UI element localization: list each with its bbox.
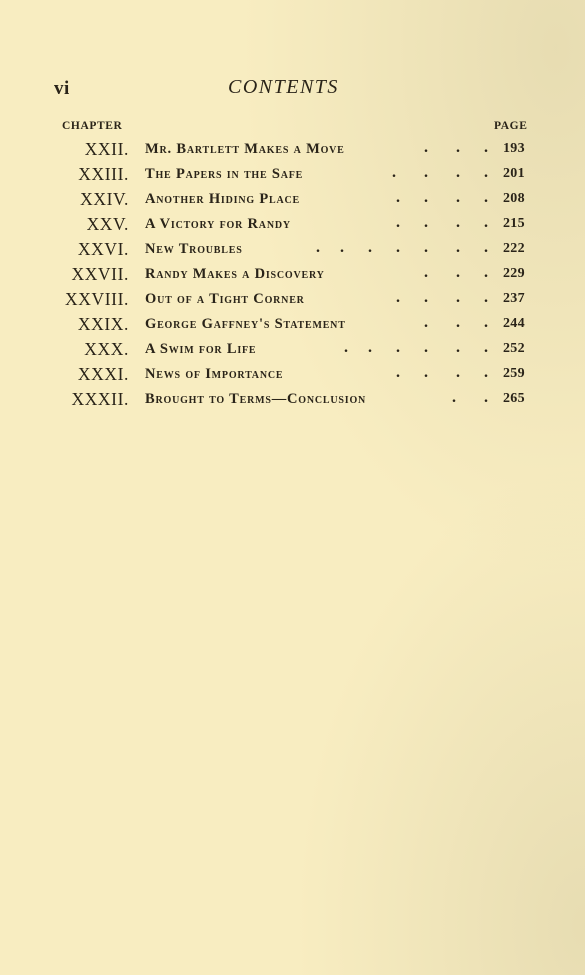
page-number: 193 bbox=[503, 141, 525, 156]
dot-leaders: . . . bbox=[424, 139, 488, 156]
chapter-number: XXVII. bbox=[71, 264, 129, 284]
chapter-title: The Papers in the Safe bbox=[145, 166, 304, 182]
toc-row bbox=[0, 337, 585, 362]
chapter-title: Randy Makes a Discovery bbox=[145, 266, 325, 282]
dot-leaders: . . . bbox=[424, 264, 488, 281]
running-head: CONTENTS bbox=[228, 76, 339, 98]
chapter-number: XXVIII. bbox=[65, 289, 129, 309]
chapter-title: New Troubles bbox=[145, 241, 243, 257]
dot-leaders: . . . . . . . bbox=[316, 239, 488, 256]
dot-leaders: . . . . bbox=[396, 214, 488, 231]
chapter-title: Mr. Bartlett Makes a Move bbox=[145, 141, 345, 157]
toc-row bbox=[0, 237, 585, 262]
chapter-column-heading: CHAPTER bbox=[62, 120, 123, 132]
dot-leaders: . . . . bbox=[396, 189, 488, 206]
chapter-number: XXV. bbox=[86, 214, 129, 234]
chapter-number: XXII. bbox=[84, 139, 129, 159]
page-number: 237 bbox=[503, 291, 525, 306]
chapter-number: XXXI. bbox=[77, 364, 129, 384]
page-number: 252 bbox=[503, 341, 525, 356]
dot-leaders: . . bbox=[452, 389, 488, 406]
page-number: 215 bbox=[503, 216, 525, 231]
page-column-heading: PAGE bbox=[494, 120, 528, 132]
toc-row bbox=[0, 137, 585, 162]
chapter-title: Out of a Tight Corner bbox=[145, 291, 305, 307]
chapter-number: XXIX. bbox=[77, 314, 129, 334]
toc-row bbox=[0, 212, 585, 237]
toc-row bbox=[0, 362, 585, 387]
toc-row bbox=[0, 312, 585, 337]
chapter-title: Brought to Terms—Conclusion bbox=[145, 391, 367, 407]
chapter-title: A Victory for Randy bbox=[145, 216, 291, 232]
page-number: 244 bbox=[503, 316, 525, 331]
chapter-number: XXXII. bbox=[71, 389, 129, 409]
chapter-number: XXVI. bbox=[77, 239, 129, 259]
chapter-title: News of Importance bbox=[145, 366, 284, 382]
toc-row bbox=[0, 187, 585, 212]
chapter-title: Another Hiding Place bbox=[145, 191, 300, 207]
chapter-title: A Swim for Life bbox=[145, 341, 257, 357]
dot-leaders: . . . . bbox=[396, 289, 488, 306]
page-folio: vi bbox=[54, 78, 70, 99]
page-number: 229 bbox=[503, 266, 525, 281]
dot-leaders: . . . . bbox=[396, 364, 488, 381]
chapter-number: XXIV. bbox=[80, 189, 129, 209]
toc-row bbox=[0, 387, 585, 412]
toc-row bbox=[0, 162, 585, 187]
chapter-number: XXX. bbox=[84, 339, 129, 359]
page-number: 259 bbox=[503, 366, 525, 381]
table-of-contents bbox=[0, 137, 585, 412]
page-number: 201 bbox=[503, 166, 525, 181]
toc-row bbox=[0, 262, 585, 287]
dot-leaders: . . . . bbox=[392, 164, 488, 181]
chapter-title: George Gaffney's Statement bbox=[145, 316, 346, 332]
page-number: 208 bbox=[503, 191, 525, 206]
toc-row bbox=[0, 287, 585, 312]
page-number: 265 bbox=[503, 391, 525, 406]
dot-leaders: . . . . . . bbox=[344, 339, 488, 356]
chapter-number: XXIII. bbox=[78, 164, 129, 184]
dot-leaders: . . . bbox=[424, 314, 488, 331]
page-number: 222 bbox=[503, 241, 525, 256]
